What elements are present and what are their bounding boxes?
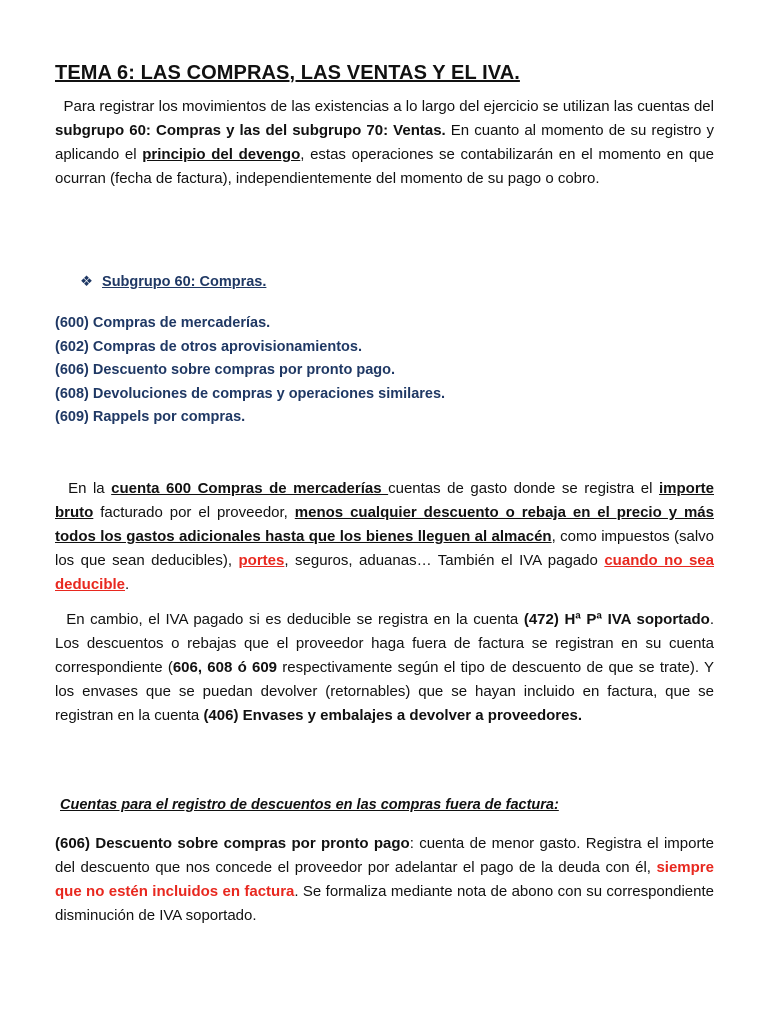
subgroup-heading [80, 274, 266, 290]
p600-red-portes: portes [238, 552, 285, 569]
p600-bold-importe-bruto: importe bruto [55, 480, 714, 521]
p472-text-2: . Los descuentos o rebajas que el proveedor haga fuera de factura se registran en su cuenta correspondiente ( [55, 611, 714, 676]
p472-text-3: respectivamente según el tipo de descuento de que se trate). Y los envases que se puedan devolver (retornables) que se hayan incluido en factura, que se registran en la cuenta [55, 659, 714, 724]
p600-text-5: , seguros, aduanas… También el IVA pagado [284, 552, 605, 569]
account-item: (606) Descuento sobre compras por pronto pago. [55, 362, 395, 378]
p472-bold-cuentas: 606, 608 ó 609 [172, 659, 278, 676]
account-item: (609) Rappels por compras. [55, 409, 246, 425]
p606-red-condicion: siempre que no estén incluidos en factura [55, 859, 714, 900]
p472-bold-envases: (406) Envases y embalajes a devolver a proveedores. [203, 707, 582, 724]
p600-text-6: . [125, 576, 130, 593]
p472-text-1: En cambio, el IVA pagado si es deducible se registra en la cuenta [66, 611, 524, 628]
page-title: TEMA 6: LAS COMPRAS, LAS VENTAS Y EL IVA. [55, 62, 520, 84]
intro-text-1: Para registrar los movimientos de las existencias a lo largo del ejercicio se utilizan las cuentas del [63, 98, 714, 115]
subgroup-label: Subgrupo 60: Compras. [102, 274, 267, 290]
accounts-list [55, 312, 445, 430]
account-item: (600) Compras de mercaderías. [55, 315, 271, 331]
p600-text-3: facturado por el proveedor, [93, 504, 295, 521]
p472-bold-iva-soportado: (472) Hª Pª IVA soportado [523, 611, 710, 628]
intro-paragraph [55, 95, 714, 191]
p606-text-2: . Se formaliza mediante nota de abono con su correspondiente disminución de IVA soportado. [55, 883, 714, 924]
p600-bold-descuentos: menos cualquier descuento o rebaja en el precio y más todos los gastos adicionales hasta que los bienes lleguen al almacén [55, 504, 714, 545]
intro-text-3: , estas operaciones se contabilizarán en el momento en que ocurran (fecha de factura), independientemente del momento de su pago o cobro. [55, 146, 714, 187]
intro-bold-subgroups: subgrupo 60: Compras y las del subgrupo 70: Ventas. [55, 122, 446, 139]
diamond-bullet-icon: ❖ [80, 274, 93, 290]
account-item: (602) Compras de otros aprovisionamientos. [55, 338, 362, 355]
intro-bold-devengo: principio del devengo [142, 146, 301, 163]
paragraph-account-600 [55, 477, 714, 597]
p600-red-no-deducible: cuando no sea deducible [55, 552, 714, 593]
p606-text-1: : cuenta de menor gasto. Registra el importe del descuento que nos concede el proveedor por adelantar el pago de la deuda con él, [55, 835, 714, 876]
document-page [55, 62, 714, 924]
p600-text-4: , como impuestos (salvo los que sean deducibles), [55, 528, 714, 569]
p600-bold-cuenta600: cuenta 600 Compras de mercaderías [111, 480, 389, 497]
p606-bold-descuento: (606) Descuento sobre compras por pronto pago [55, 835, 410, 852]
discount-heading: Cuentas para el registro de descuentos en las compras fuera de factura: [60, 797, 559, 813]
paragraph-account-472 [55, 608, 714, 728]
paragraph-account-606 [55, 832, 714, 928]
p600-text-2: cuentas de gasto donde se registra el [388, 480, 659, 497]
account-item: (608) Devoluciones de compras y operaciones similares. [55, 385, 446, 402]
intro-text-2: En cuanto al momento de su registro y aplicando el [55, 122, 714, 163]
p600-text-1: En la [68, 480, 112, 497]
